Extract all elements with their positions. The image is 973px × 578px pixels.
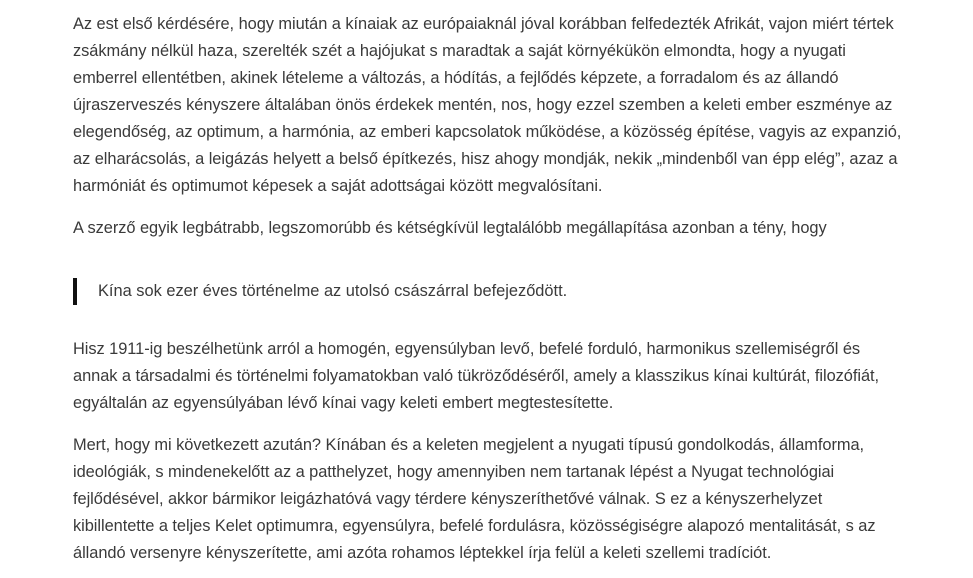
paragraph-3: Hisz 1911-ig beszélhetünk arról a homogén, egyensúlyban levő, befelé forduló, harmonikus szellemiségről és annak a társadalmi és történelmi folyamatokban való tükröződéséről, amely a klasszikus kínai kultúrát, filozófiát, egyáltalán az egyensúlyában lévő kínai vagy keleti embert megtestesítette. (73, 340, 880, 412)
pull-quote (73, 277, 903, 305)
article-body (73, 11, 903, 567)
paragraph-2: A szerző egyik legbátrabb, legszomorúbb és kétségkívül legtalálóbb megállapítása azonban a tény, hogy (73, 219, 827, 237)
paragraph-4: Mert, hogy mi következett azután? Kínában és a keleten megjelent a nyugati típusú gondolkodás, államforma, ideológiák, s mindenekelőtt az a patthelyzet, hogy amennyiben nem tartanak lépést a Nyugat technológiai fejlődésével, akkor bármikor leigázhatóvá vagy térdere kényszeríthetővé válnak. S ez a kényszerhelyzet kibillentette a teljes Kelet optimumra, egyensúlyra, befelé fordulásra, közösségiségre alapozó mentalitását, s az állandó versenyre kényszerítette, ami azóta rohamos léptekkel írja felül a keleti szellemi tradíciót. (73, 436, 876, 562)
quote-text: Kína sok ezer éves történelme az utolsó császárral befejeződött. (98, 282, 568, 300)
quote-bar (73, 278, 77, 305)
paragraph-1: Az est első kérdésére, hogy miután a kínaiak az európaiaknál jóval korábban felfedezték Afrikát, vajon miért tértek zsákmány nélkül haza, szerelték szét a hajójukat s maradtak a saját környékükön elmondta, hogy a nyugati emberrel ellentétben, akinek lételeme a változás, a hódítás, a fejlődés képzete, a forradalom és az állandó újraszerveszés kényszere általában önös érdekek mentén, nos, hogy ezzel szemben a keleti ember eszménye az elegendőség, az optimum, a harmónia, az emberi kapcsolatok működése, a közösség építése, vagyis az expanzió, az elharácsolás, a leigázás helyett a belső építkezés, hisz ahogy mondják, nekik „mindenből van épp elég”, azaz a harmóniát és optimumot képesek a saját adottságai között megvalósítani. (73, 15, 902, 195)
